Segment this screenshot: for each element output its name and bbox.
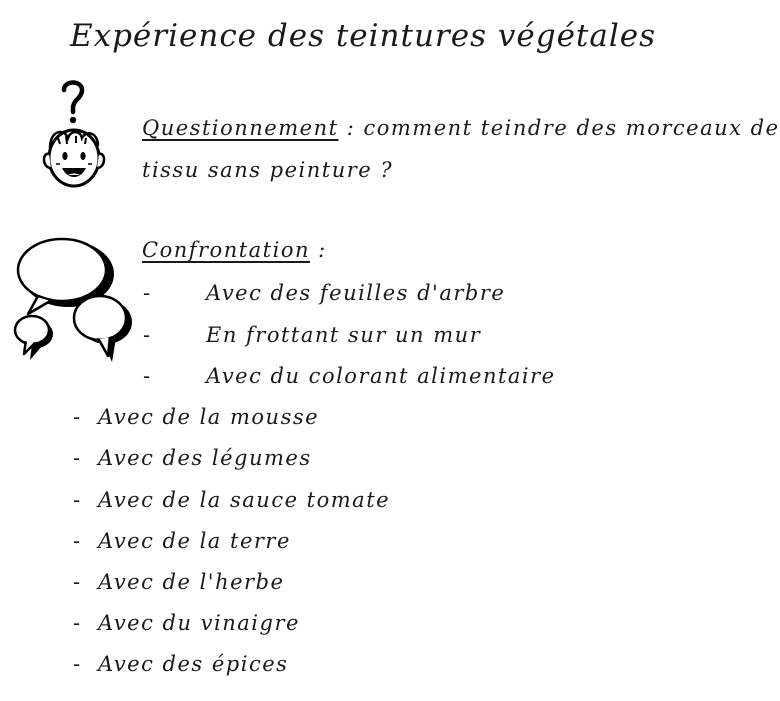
list-item-text: Avec de l'herbe xyxy=(98,570,285,594)
list-item-text: Avec de la sauce tomate xyxy=(98,488,391,512)
bullet-dash: - xyxy=(143,323,151,347)
bullet-dash: - xyxy=(73,405,81,429)
bullet-dash: - xyxy=(73,488,81,512)
list-item-text: Avec du colorant alimentaire xyxy=(206,364,556,388)
bullet-dash: - xyxy=(73,446,81,470)
list-item-text: Avec des légumes xyxy=(98,446,312,470)
bullet-dash: - xyxy=(143,281,151,305)
confrontation-label: Confrontation xyxy=(142,238,310,262)
bullet-dash: - xyxy=(73,570,81,594)
list-item-text: En frottant sur un mur xyxy=(206,323,482,347)
question-label: Questionnement xyxy=(142,116,339,140)
question-text-1: comment teindre des morceaux de xyxy=(363,116,780,140)
list-item-text: Avec de la mousse xyxy=(98,405,320,429)
question-line-2: tissu sans peinture ? xyxy=(142,158,394,182)
speech-bubbles-icon xyxy=(12,238,132,364)
bullet-dash: - xyxy=(73,529,81,553)
confrontation-separator: : xyxy=(310,238,327,262)
list-item-text: Avec des feuilles d'arbre xyxy=(206,281,506,305)
page-title: Expérience des teintures végétales xyxy=(69,18,657,54)
bullet-dash: - xyxy=(73,611,81,635)
list-item-text: Avec du vinaigre xyxy=(98,611,300,635)
confrontation-heading xyxy=(142,238,327,262)
list-item-text: Avec de la terre xyxy=(98,529,291,553)
thinking-child-icon xyxy=(38,78,114,204)
list-item-text: Avec des épices xyxy=(98,652,289,676)
bullet-dash: - xyxy=(73,652,81,676)
bullet-dash: - xyxy=(143,364,151,388)
question-separator: : xyxy=(338,116,364,140)
question-line-1 xyxy=(142,116,780,140)
